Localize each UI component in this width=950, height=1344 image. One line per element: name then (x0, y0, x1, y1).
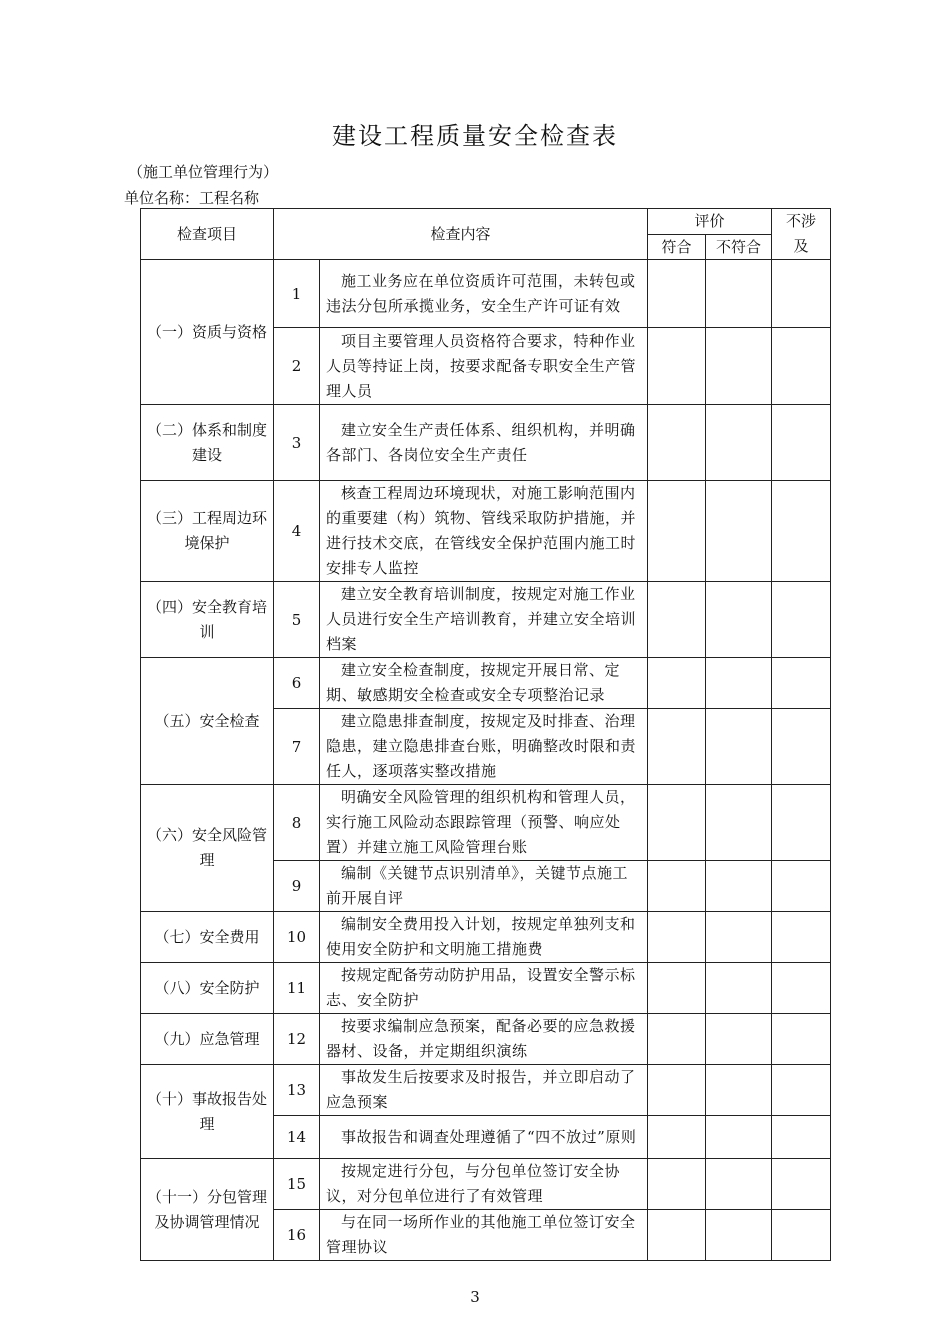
conform-cell[interactable] (648, 785, 706, 861)
check-item: （二）体系和制度建设 (141, 405, 274, 481)
not-applicable-cell[interactable] (772, 963, 831, 1014)
check-item: （十）事故报告处理 (141, 1065, 274, 1159)
nonconform-cell[interactable] (706, 658, 772, 709)
row-number: 6 (274, 658, 320, 709)
conform-cell[interactable] (648, 963, 706, 1014)
conform-cell[interactable] (648, 1210, 706, 1261)
nonconform-cell[interactable] (706, 405, 772, 481)
row-number: 10 (274, 912, 320, 963)
check-item: （九）应急管理 (141, 1014, 274, 1065)
nonconform-cell[interactable] (706, 912, 772, 963)
check-content: 按规定配备劳动防护用品，设置安全警示标志、安全防护 (320, 963, 648, 1014)
table-row (141, 405, 831, 481)
conform-cell[interactable] (648, 328, 706, 405)
conform-cell[interactable] (648, 1159, 706, 1210)
row-number: 4 (274, 481, 320, 582)
nonconform-cell[interactable] (706, 582, 772, 658)
check-item: （六）安全风险管理 (141, 785, 274, 912)
page-number: 3 (470, 1288, 480, 1306)
check-content: 核查工程周边环境现状，对施工影响范围内的重要建（构）筑物、管线采取防护措施，并进行技术交底，在管线安全保护范围内施工时安排专人监控 (320, 481, 648, 582)
table-row (141, 658, 831, 709)
table-row (141, 963, 831, 1014)
header-content: 检查内容 (274, 209, 648, 260)
row-number: 5 (274, 582, 320, 658)
nonconform-cell[interactable] (706, 260, 772, 328)
not-applicable-cell[interactable] (772, 1210, 831, 1261)
conform-cell[interactable] (648, 1065, 706, 1116)
conform-cell[interactable] (648, 405, 706, 481)
check-content: 按要求编制应急预案，配备必要的应急救援器材、设备，并定期组织演练 (320, 1014, 648, 1065)
conform-cell[interactable] (648, 481, 706, 582)
not-applicable-cell[interactable] (772, 481, 831, 582)
header-not-applicable: 不涉及 (772, 209, 831, 260)
check-item: （五）安全检查 (141, 658, 274, 785)
check-content: 建立安全教育培训制度，按规定对施工作业人员进行安全生产培训教育，并建立安全培训档案 (320, 582, 648, 658)
header-item: 检查项目 (141, 209, 274, 260)
not-applicable-cell[interactable] (772, 260, 831, 328)
not-applicable-cell[interactable] (772, 582, 831, 658)
conform-cell[interactable] (648, 260, 706, 328)
check-item: （七）安全费用 (141, 912, 274, 963)
inspection-table (140, 208, 831, 1261)
table-row (141, 1065, 831, 1116)
nonconform-cell[interactable] (706, 1159, 772, 1210)
not-applicable-cell[interactable] (772, 658, 831, 709)
not-applicable-cell[interactable] (772, 1159, 831, 1210)
not-applicable-cell[interactable] (772, 709, 831, 785)
check-content: 事故报告和调查处理遵循了“四不放过”原则 (320, 1116, 648, 1159)
check-content: 建立安全生产责任体系、组织机构，并明确各部门、各岗位安全生产责任 (320, 405, 648, 481)
row-number: 13 (274, 1065, 320, 1116)
table-body (141, 260, 831, 1261)
not-applicable-cell[interactable] (772, 861, 831, 912)
check-item: （一）资质与资格 (141, 260, 274, 405)
check-content: 事故发生后按要求及时报告，并立即启动了应急预案 (320, 1065, 648, 1116)
conform-cell[interactable] (648, 861, 706, 912)
not-applicable-cell[interactable] (772, 1014, 831, 1065)
not-applicable-cell[interactable] (772, 328, 831, 405)
not-applicable-cell[interactable] (772, 1116, 831, 1159)
row-number: 3 (274, 405, 320, 481)
header-evaluation: 评价 (648, 209, 772, 235)
check-content: 明确安全风险管理的组织机构和管理人员，实行施工风险动态跟踪管理（预警、响应处置）并建立施工风险管理台账 (320, 785, 648, 861)
row-number: 15 (274, 1159, 320, 1210)
document-title: 建设工程质量安全检查表 (332, 122, 618, 150)
row-number: 2 (274, 328, 320, 405)
table-row (141, 1014, 831, 1065)
check-item: （八）安全防护 (141, 963, 274, 1014)
check-item: （十一）分包管理及协调管理情况 (141, 1159, 274, 1261)
check-content: 建立隐患排查制度，按规定及时排查、治理隐患，建立隐患排查台账，明确整改时限和责任人，逐项落实整改措施 (320, 709, 648, 785)
nonconform-cell[interactable] (706, 709, 772, 785)
nonconform-cell[interactable] (706, 481, 772, 582)
nonconform-cell[interactable] (706, 785, 772, 861)
check-content: 编制安全费用投入计划，按规定单独列支和使用安全防护和文明施工措施费 (320, 912, 648, 963)
not-applicable-cell[interactable] (772, 1065, 831, 1116)
table-row (141, 912, 831, 963)
row-number: 12 (274, 1014, 320, 1065)
nonconform-cell[interactable] (706, 963, 772, 1014)
check-item: （三）工程周边环境保护 (141, 481, 274, 582)
nonconform-cell[interactable] (706, 1210, 772, 1261)
row-number: 1 (274, 260, 320, 328)
nonconform-cell[interactable] (706, 861, 772, 912)
table-row (141, 1159, 831, 1210)
table-row (141, 582, 831, 658)
row-number: 11 (274, 963, 320, 1014)
check-item: （四）安全教育培训 (141, 582, 274, 658)
check-content: 与在同一场所作业的其他施工单位签订安全管理协议 (320, 1210, 648, 1261)
table-row (141, 481, 831, 582)
row-number: 16 (274, 1210, 320, 1261)
conform-cell[interactable] (648, 658, 706, 709)
row-number: 8 (274, 785, 320, 861)
row-number: 14 (274, 1116, 320, 1159)
check-content: 编制《关键节点识别清单》，关键节点施工前开展自评 (320, 861, 648, 912)
check-content: 按规定进行分包，与分包单位签订安全协议，对分包单位进行了有效管理 (320, 1159, 648, 1210)
row-number: 7 (274, 709, 320, 785)
header-nonconform: 不符合 (706, 234, 772, 260)
not-applicable-cell[interactable] (772, 405, 831, 481)
nonconform-cell[interactable] (706, 1116, 772, 1159)
check-content: 建立安全检查制度，按规定开展日常、定期、敏感期安全检查或安全专项整治记录 (320, 658, 648, 709)
conform-cell[interactable] (648, 709, 706, 785)
conform-cell[interactable] (648, 912, 706, 963)
conform-cell[interactable] (648, 582, 706, 658)
nonconform-cell[interactable] (706, 1014, 772, 1065)
conform-cell[interactable] (648, 1116, 706, 1159)
unit-name-line: 单位名称：工程名称 (124, 189, 260, 207)
header-conform: 符合 (648, 234, 706, 260)
check-content: 项目主要管理人员资格符合要求，特种作业人员等持证上岗，按要求配备专职安全生产管理人员 (320, 328, 648, 405)
conform-cell[interactable] (648, 1014, 706, 1065)
document-subtitle: （施工单位管理行为） (128, 163, 279, 181)
nonconform-cell[interactable] (706, 1065, 772, 1116)
table-row (141, 785, 831, 861)
nonconform-cell[interactable] (706, 328, 772, 405)
not-applicable-cell[interactable] (772, 912, 831, 963)
row-number: 9 (274, 861, 320, 912)
table-row (141, 260, 831, 328)
not-applicable-cell[interactable] (772, 785, 831, 861)
check-content: 施工业务应在单位资质许可范围，未转包或违法分包所承揽业务，安全生产许可证有效 (320, 260, 648, 328)
